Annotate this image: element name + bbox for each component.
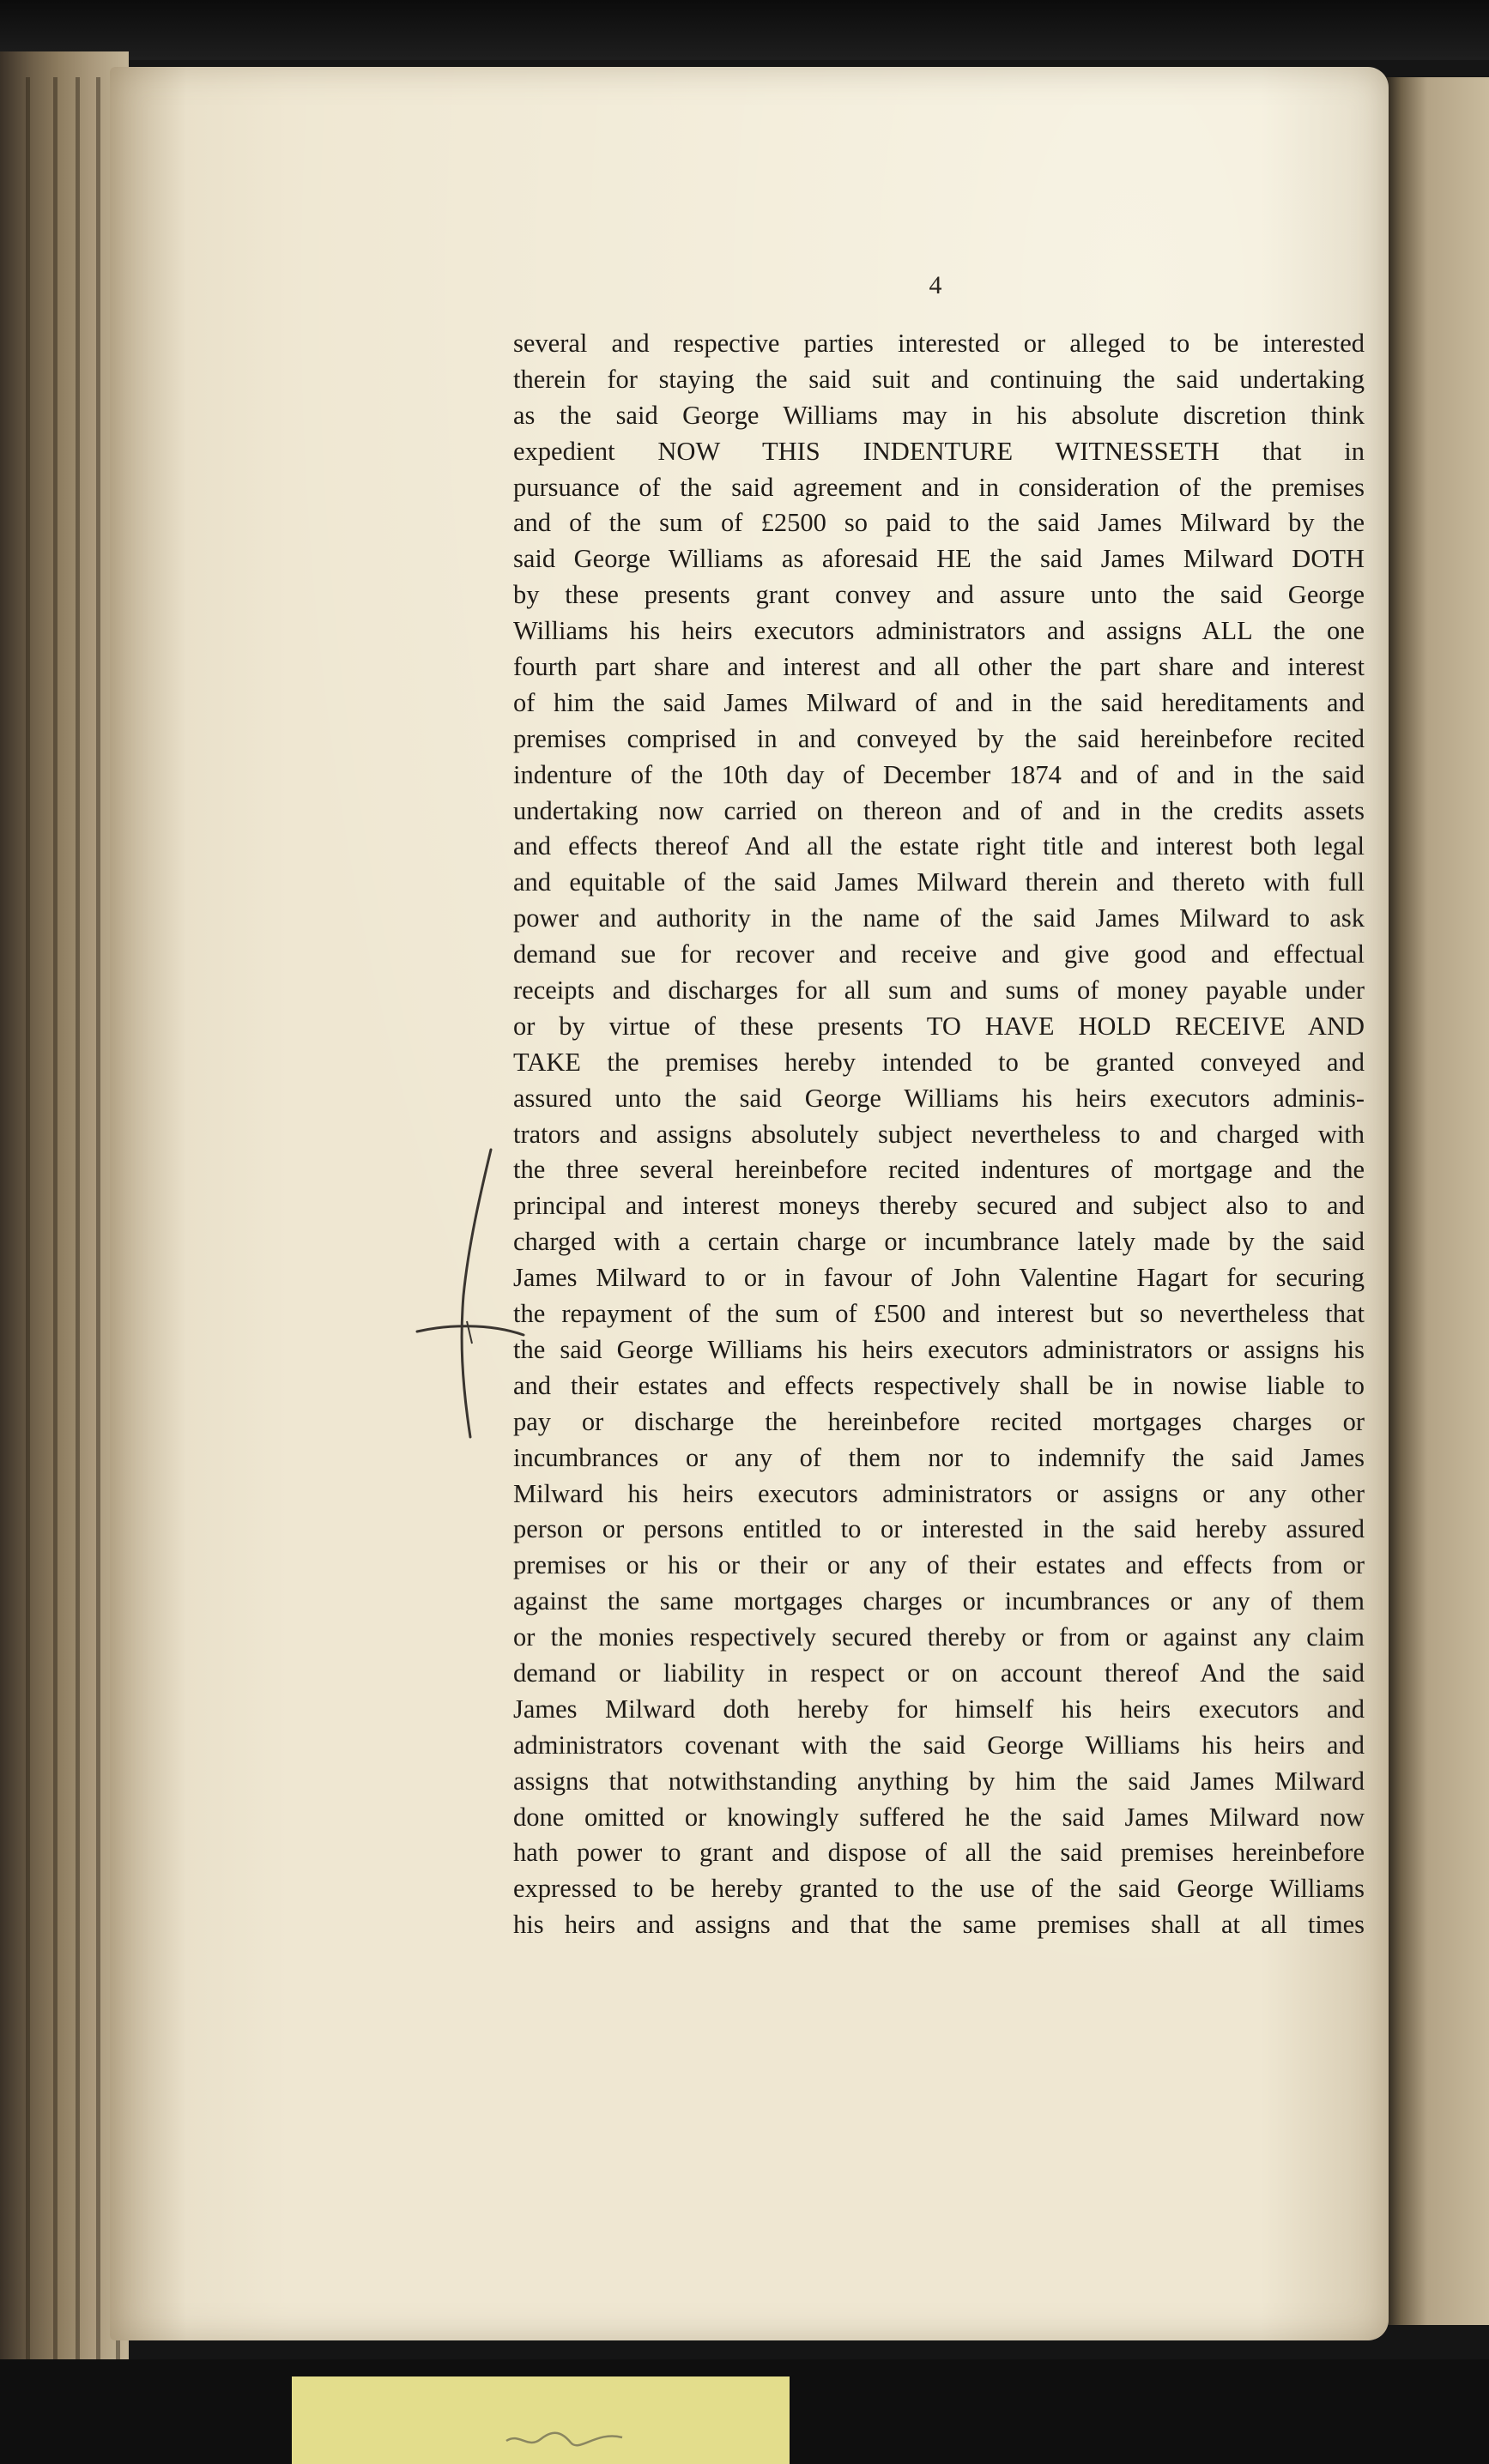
text-line: principal and interest moneys thereby secured and subject also to and xyxy=(513,1191,1365,1221)
page-edge-line xyxy=(53,77,58,2368)
page-number: 4 xyxy=(929,271,942,299)
text-line: and equitable of the said James Milward therein and thereto with full xyxy=(513,867,1365,897)
text-line: pursuance of the said agreement and in consideration of the premises xyxy=(513,472,1365,502)
text-line: by these presents grant convey and assure unto the said George xyxy=(513,580,1365,610)
text-line: therein for staying the said suit and continuing the said undertaking xyxy=(513,364,1365,394)
text-line: and of the sum of £2500 so paid to the said James Milward by the xyxy=(513,508,1365,538)
text-line: trators and assigns absolutely subject nevertheless to and charged with xyxy=(513,1119,1365,1149)
text-line: the repayment of the sum of £500 and interest but so nevertheless that xyxy=(513,1299,1365,1329)
text-line: James Milward to or in favour of John Valentine Hagart for securing xyxy=(513,1263,1365,1293)
text-line: administrators covenant with the said George Williams his heirs and xyxy=(513,1730,1365,1760)
text-line: indenture of the 10th day of December 1874 and of and in the said xyxy=(513,759,1365,789)
text-line: undertaking now carried on thereon and of and in the credits assets xyxy=(513,795,1365,825)
text-line: premises comprised in and conveyed by the said hereinbefore recited xyxy=(513,723,1365,753)
text-line: the said George Williams his heirs executors administrators or assigns his xyxy=(513,1334,1365,1364)
text-line: assured unto the said George Williams his heirs executors adminis- xyxy=(513,1083,1365,1113)
text-line: his heirs and assigns and that the same premises shall at all times xyxy=(513,1910,1365,1940)
text-line: charged with a certain charge or incumbrance lately made by the said xyxy=(513,1227,1365,1257)
text-line: pay or discharge the hereinbefore recited mortgages charges or xyxy=(513,1406,1365,1436)
body-text xyxy=(513,326,1365,1943)
text-line: demand sue for recover and receive and give good and effectual xyxy=(513,939,1365,969)
right-page-edge xyxy=(1386,77,1489,2325)
pencil-cross-mark-icon xyxy=(412,1141,532,1458)
text-line: expressed to be hereby granted to the use of the said George Williams xyxy=(513,1874,1365,1904)
page-edge-line xyxy=(26,77,30,2368)
text-line: and their estates and effects respectively shall be in nowise liable to xyxy=(513,1370,1365,1400)
text-line: person or persons entitled to or interested in the said hereby assured xyxy=(513,1514,1365,1544)
text-line: said George Williams as aforesaid HE the said James Milward DOTH xyxy=(513,544,1365,574)
text-line: fourth part share and interest and all other the part share and interest xyxy=(513,652,1365,682)
text-line: Williams his heirs executors administrators and assigns ALL the one xyxy=(513,616,1365,646)
text-line: incumbrances or any of them nor to indemnify the said James xyxy=(513,1442,1365,1472)
text-line: done omitted or knowingly suffered he the said James Milward now xyxy=(513,1802,1365,1832)
pencil-scribble-icon xyxy=(502,2407,631,2458)
scanner-shadow-top xyxy=(0,0,1489,60)
text-line: James Milward doth hereby for himself his heirs executors and xyxy=(513,1694,1365,1724)
page-edge-line xyxy=(96,77,100,2368)
text-line: power and authority in the name of the said James Milward to ask xyxy=(513,903,1365,933)
text-line: of him the said James Milward of and in the said hereditaments and xyxy=(513,687,1365,717)
text-line: the three several hereinbefore recited indentures of mortgage and the xyxy=(513,1155,1365,1185)
text-line: Milward his heirs executors administrators or assigns or any other xyxy=(513,1478,1365,1508)
text-line: receipts and discharges for all sum and sums of money payable under xyxy=(513,975,1365,1006)
text-line: against the same mortgages charges or incumbrances or any of them xyxy=(513,1586,1365,1616)
text-line: expedient NOW THIS INDENTURE WITNESSETH that in xyxy=(513,436,1365,466)
text-line: demand or liability in respect or on account thereof And the said xyxy=(513,1658,1365,1688)
text-line: several and respective parties interested or alleged to be interested xyxy=(513,329,1365,358)
text-line: as the said George Williams may in his absolute discretion think xyxy=(513,400,1365,430)
text-line: TAKE the premises hereby intended to be granted conveyed and xyxy=(513,1047,1365,1077)
text-line: premises or his or their or any of their estates and effects from or xyxy=(513,1550,1365,1580)
text-line: assigns that notwithstanding anything by him the said James Milward xyxy=(513,1766,1365,1796)
text-line: and effects thereof And all the estate right title and interest both legal xyxy=(513,831,1365,861)
text-line: or by virtue of these presents TO HAVE HOLD RECEIVE AND xyxy=(513,1011,1365,1041)
page-edge-line xyxy=(76,77,80,2368)
text-line: hath power to grant and dispose of all the said premises hereinbefore xyxy=(513,1838,1365,1868)
text-line: or the monies respectively secured thereby or from or against any claim xyxy=(513,1622,1365,1652)
